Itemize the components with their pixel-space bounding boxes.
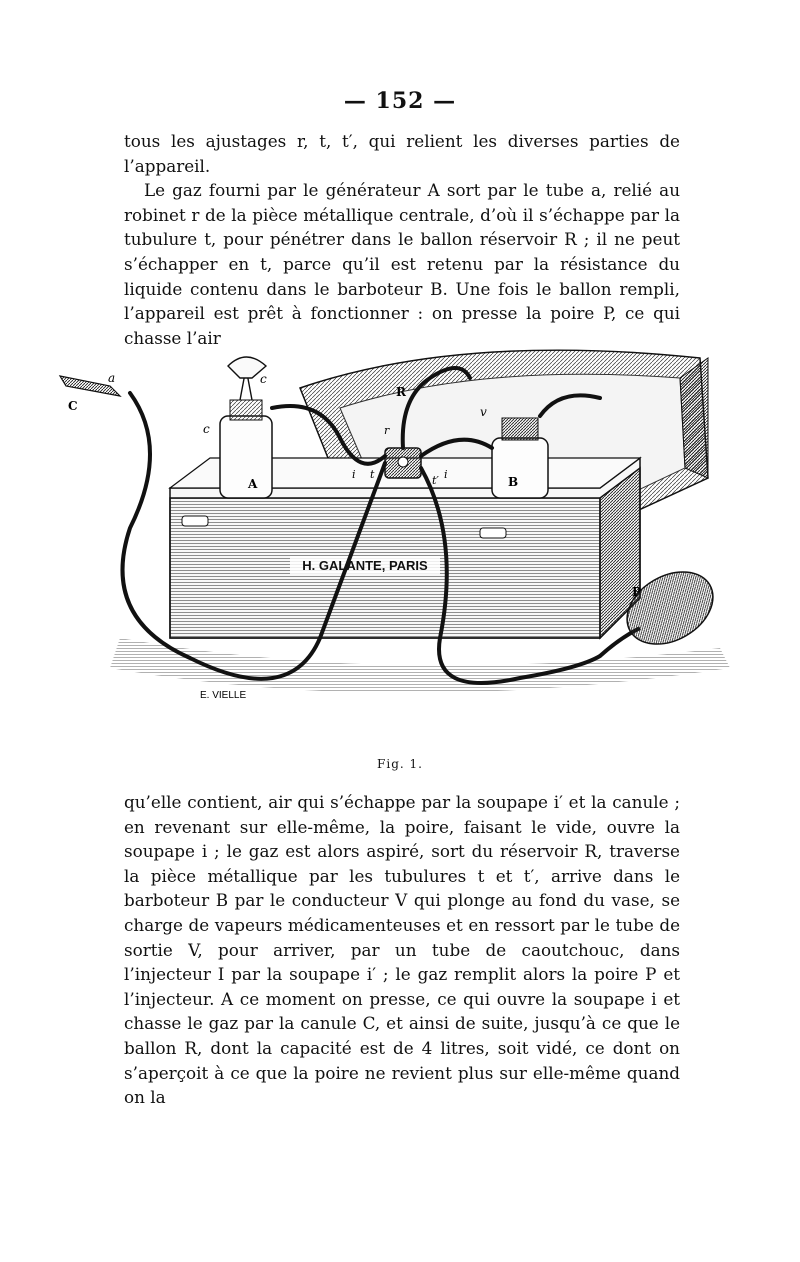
engraver-signature: E. VIELLE [200, 690, 247, 701]
label-a: a [108, 371, 116, 385]
label-t-prime: t′ [432, 474, 439, 487]
top-text-block [124, 129, 680, 350]
label-R: R [396, 385, 406, 399]
page-number: — 152 — [343, 88, 457, 114]
label-B: B [508, 475, 519, 489]
label-t: t [370, 468, 375, 481]
label-c-side: c [203, 422, 210, 436]
paragraph-gas-flow: Le gaz fourni par le générateur A sort par le tube a, relié au robinet r de la pièce métallique centrale, d’où il s’échappe par la tubulure t, pour pénétrer dans le ballon réservoir R ; il ne peut s’échapper en t, parce qu’il est retenu par la résistance du liquide contenu dans le barboteur B. Une fois le ballon rempli, l’appareil est prêt à fonctionner : on presse la poire P, ce qui chasse l’air [124, 180, 680, 348]
label-C: C [68, 399, 78, 413]
central-metal-piece [385, 448, 421, 478]
label-P: P [632, 585, 642, 599]
label-A: A [248, 477, 258, 491]
paragraph-operation: qu’elle contient, air qui s’échappe par la soupape i′ et la canule ; en revenant sur elle-même, la poire, faisant le vide, ouvre la soupape i ; le gaz est alors aspiré, sort du réservoir R, traverse la pièce métallique par les tubulures t et t′, arrive dans le barboteur B par le conducteur V qui plonge au fond du vase, se charge de vapeurs médicamenteuses et en ressort par le tube de sortie V, pour arriver, par un tube de caoutchouc, dans l’injecteur I par la soupape i′ ; le gaz remplit alors la poire P et l’injecteur. A ce moment on presse, ce qui ouvre la soupape i et chasse le gaz par la canule C, et ainsi de suite, jusqu’à ce que le ballon R, dont la capacité est de 4 litres, soit vidé, ce dont on s’aperçoit à ce que la poire ne revient plus sur elle-même quand on la [124, 792, 680, 1108]
bottom-text-block [124, 790, 680, 1110]
injector-cannula-C [60, 371, 120, 413]
figure-caption: Fig. 1. [377, 757, 423, 771]
label-i-second: i [444, 468, 448, 481]
label-r: r [384, 424, 390, 437]
label-c-top: c [260, 372, 267, 386]
maker-mark: H. GALANTE, PARIS [302, 558, 428, 573]
label-v: v [480, 405, 487, 419]
label-i: i [352, 468, 356, 481]
paragraph-continuation: tous les ajustages r, t, t′, qui relient les diverses parties de l’appareil. [124, 131, 680, 176]
apparatus-engraving [40, 338, 760, 748]
